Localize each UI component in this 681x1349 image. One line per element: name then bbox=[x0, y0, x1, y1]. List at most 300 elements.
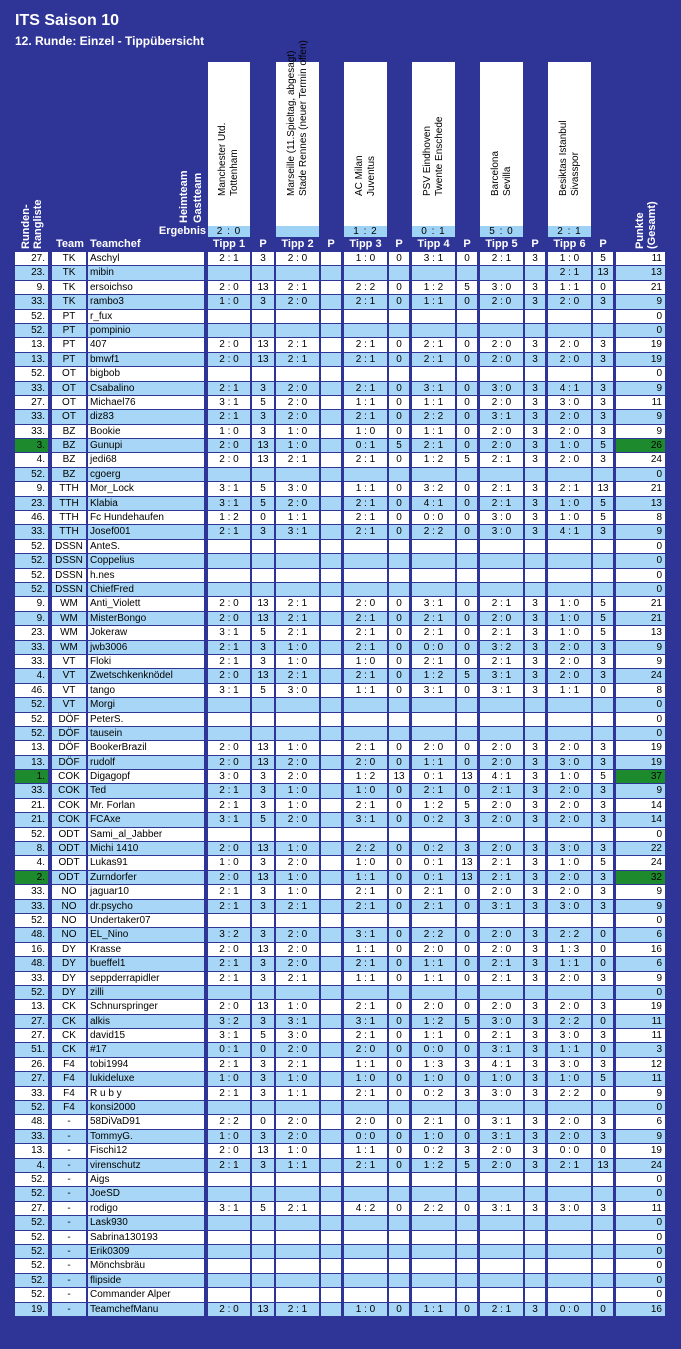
tipp-cell-1: 3 : 1 bbox=[208, 482, 250, 495]
points-cell-4: 0 bbox=[457, 425, 477, 438]
table-row bbox=[0, 353, 681, 367]
points-cell-4 bbox=[457, 1288, 477, 1301]
tipp-cell-5 bbox=[480, 713, 523, 726]
match-home-team: Barcelona bbox=[489, 150, 501, 196]
total-points-cell: 11 bbox=[616, 1029, 665, 1042]
tipp-cell-1: 2 : 0 bbox=[208, 453, 250, 466]
tipp-cell-5: 2 : 0 bbox=[480, 338, 523, 351]
points-cell-3 bbox=[389, 986, 409, 999]
points-cell-2 bbox=[321, 900, 341, 913]
points-cell-2 bbox=[321, 382, 341, 395]
rank-cell: 52. bbox=[15, 1259, 48, 1272]
tipp-cell-4: 1 : 1 bbox=[412, 396, 455, 409]
points-cell-2 bbox=[321, 410, 341, 423]
rank-cell: 9. bbox=[15, 612, 48, 625]
points-cell-3: 0 bbox=[389, 943, 409, 956]
teamchef-cell: tango bbox=[88, 684, 204, 697]
total-points-cell: 0 bbox=[616, 1216, 665, 1229]
points-cell-5: 3 bbox=[525, 741, 545, 754]
rank-cell: 2. bbox=[15, 871, 48, 884]
tipp-cell-5 bbox=[480, 828, 523, 841]
points-cell-6: 3 bbox=[593, 900, 613, 913]
rank-cell: 4. bbox=[15, 856, 48, 869]
teamchef-cell: ersoichso bbox=[88, 281, 204, 294]
points-cell-6: 0 bbox=[593, 928, 613, 941]
tipp-cell-3: 2 : 2 bbox=[344, 842, 387, 855]
table-row bbox=[0, 713, 681, 727]
tipp-cell-1: 2 : 2 bbox=[208, 1115, 250, 1128]
tipp-cell-5: 3 : 1 bbox=[480, 669, 523, 682]
points-cell-4 bbox=[457, 324, 477, 337]
points-cell-2 bbox=[321, 583, 341, 596]
points-cell-1 bbox=[252, 554, 274, 567]
points-cell-4 bbox=[457, 1259, 477, 1272]
gastteam-label: Gastteam bbox=[192, 172, 204, 223]
table-row bbox=[0, 1043, 681, 1057]
tipp-cell-6 bbox=[548, 727, 591, 740]
tipp-cell-2: 1 : 0 bbox=[276, 871, 319, 884]
points-cell-4: 0 bbox=[457, 497, 477, 510]
teamchef-cell: jedi68 bbox=[88, 453, 204, 466]
tipp-cell-6 bbox=[548, 468, 591, 481]
table-row bbox=[0, 1288, 681, 1302]
tipp-cell-2: 1 : 0 bbox=[276, 1072, 319, 1085]
points-cell-3: 0 bbox=[389, 756, 409, 769]
tipp-cell-6 bbox=[548, 540, 591, 553]
total-points-cell: 11 bbox=[616, 1015, 665, 1028]
table-row bbox=[0, 1187, 681, 1201]
rank-cell: 48. bbox=[15, 957, 48, 970]
teamchef-cell: bmwf1 bbox=[88, 353, 204, 366]
total-points-cell: 11 bbox=[616, 1202, 665, 1215]
tipp-cell-3 bbox=[344, 583, 387, 596]
points-cell-6: 5 bbox=[593, 597, 613, 610]
tipp-cell-3 bbox=[344, 540, 387, 553]
tipp-cell-2 bbox=[276, 914, 319, 927]
total-points-cell: 6 bbox=[616, 957, 665, 970]
points-cell-5 bbox=[525, 986, 545, 999]
points-cell-5: 3 bbox=[525, 770, 545, 783]
tipp-cell-6: 1 : 0 bbox=[548, 597, 591, 610]
table-row bbox=[0, 871, 681, 885]
points-cell-1 bbox=[252, 540, 274, 553]
points-cell-4 bbox=[457, 1245, 477, 1258]
team-cell: F4 bbox=[52, 1072, 86, 1085]
tipp-cell-2 bbox=[276, 1288, 319, 1301]
points-cell-1 bbox=[252, 266, 274, 279]
points-cell-1 bbox=[252, 986, 274, 999]
total-points-cell: 11 bbox=[616, 252, 665, 265]
rank-cell: 33. bbox=[15, 900, 48, 913]
rank-cell: 9. bbox=[15, 281, 48, 294]
tipp-cell-6: 3 : 0 bbox=[548, 756, 591, 769]
points-cell-4: 5 bbox=[457, 453, 477, 466]
tipp-cell-3: 3 : 1 bbox=[344, 1015, 387, 1028]
points-cell-4 bbox=[457, 266, 477, 279]
table-row bbox=[0, 943, 681, 957]
points-cell-1: 13 bbox=[252, 1303, 274, 1316]
points-cell-5: 3 bbox=[525, 1029, 545, 1042]
team-cell: - bbox=[52, 1216, 86, 1229]
points-cell-6 bbox=[593, 1101, 613, 1114]
tipp-cell-5 bbox=[480, 1173, 523, 1186]
tipp-cell-6 bbox=[548, 1245, 591, 1258]
tipp-cell-4: 1 : 1 bbox=[412, 1029, 455, 1042]
tipp-cell-5: 2 : 0 bbox=[480, 1144, 523, 1157]
teamchef-cell: Schnurspringer bbox=[88, 1000, 204, 1013]
total-points-cell: 0 bbox=[616, 1288, 665, 1301]
points-cell-2 bbox=[321, 1303, 341, 1316]
tipp-cell-5: 3 : 0 bbox=[480, 281, 523, 294]
points-cell-2 bbox=[321, 540, 341, 553]
points-cell-1: 5 bbox=[252, 626, 274, 639]
tipp-cell-5: 2 : 0 bbox=[480, 842, 523, 855]
team-cell: - bbox=[52, 1173, 86, 1186]
points-cell-5: 3 bbox=[525, 813, 545, 826]
points-cell-6: 13 bbox=[593, 482, 613, 495]
points-cell-2 bbox=[321, 1015, 341, 1028]
table-row bbox=[0, 382, 681, 396]
tipp-cell-2: 2 : 1 bbox=[276, 1058, 319, 1071]
points-cell-5: 3 bbox=[525, 410, 545, 423]
tipp-cell-1 bbox=[208, 1216, 250, 1229]
tipp-cell-3: 3 : 1 bbox=[344, 928, 387, 941]
points-cell-5: 3 bbox=[525, 396, 545, 409]
points-cell-2 bbox=[321, 1130, 341, 1143]
tipp-cell-4: 1 : 2 bbox=[412, 1159, 455, 1172]
tipp-cell-5: 3 : 0 bbox=[480, 1015, 523, 1028]
rank-cell: 52. bbox=[15, 583, 48, 596]
tipp-cell-1: 0 : 1 bbox=[208, 1043, 250, 1056]
points-cell-5 bbox=[525, 698, 545, 711]
points-cell-3 bbox=[389, 713, 409, 726]
tipp-cell-6: 1 : 0 bbox=[548, 497, 591, 510]
points-cell-5 bbox=[525, 1101, 545, 1114]
tipp-cell-2 bbox=[276, 367, 319, 380]
points-cell-1: 3 bbox=[252, 856, 274, 869]
team-cell: - bbox=[52, 1245, 86, 1258]
tipp-cell-4: 0 : 2 bbox=[412, 1087, 455, 1100]
total-points-cell: 0 bbox=[616, 540, 665, 553]
rank-cell: 46. bbox=[15, 684, 48, 697]
tipp-cell-4: 0 : 2 bbox=[412, 813, 455, 826]
heimteam-label: Heimteam bbox=[178, 170, 190, 223]
rank-cell: 33. bbox=[15, 410, 48, 423]
points-cell-4: 13 bbox=[457, 770, 477, 783]
tipp-cell-4: 2 : 1 bbox=[412, 612, 455, 625]
table-row bbox=[0, 1087, 681, 1101]
tipp-cell-4 bbox=[412, 698, 455, 711]
col-header-points-1: P bbox=[259, 238, 267, 250]
points-cell-4: 0 bbox=[457, 943, 477, 956]
points-cell-1 bbox=[252, 1274, 274, 1287]
points-cell-5: 3 bbox=[525, 885, 545, 898]
rank-cell: 46. bbox=[15, 511, 48, 524]
total-points-cell: 21 bbox=[616, 482, 665, 495]
rank-cell: 33. bbox=[15, 972, 48, 985]
points-cell-3: 5 bbox=[389, 439, 409, 452]
teamchef-cell: TeamchefManu bbox=[88, 1303, 204, 1316]
total-points-cell: 19 bbox=[616, 756, 665, 769]
table-row bbox=[0, 295, 681, 309]
rank-cell: 9. bbox=[15, 482, 48, 495]
teamchef-cell: rudolf bbox=[88, 756, 204, 769]
table-row bbox=[0, 497, 681, 511]
points-cell-4: 5 bbox=[457, 799, 477, 812]
points-cell-3: 0 bbox=[389, 900, 409, 913]
tipp-cell-4: 3 : 1 bbox=[412, 382, 455, 395]
tipp-cell-4: 1 : 1 bbox=[412, 1303, 455, 1316]
teamchef-cell: konsi2000 bbox=[88, 1101, 204, 1114]
tipp-cell-3: 2 : 1 bbox=[344, 626, 387, 639]
tipp-cell-4: 1 : 2 bbox=[412, 799, 455, 812]
tipp-cell-3 bbox=[344, 266, 387, 279]
teamchef-cell: lukideluxe bbox=[88, 1072, 204, 1085]
tipp-cell-3: 1 : 1 bbox=[344, 482, 387, 495]
tipp-cell-1: 3 : 1 bbox=[208, 626, 250, 639]
tipp-cell-1 bbox=[208, 1259, 250, 1272]
tipp-cell-2 bbox=[276, 583, 319, 596]
total-points-cell: 6 bbox=[616, 1115, 665, 1128]
rank-cell: 52. bbox=[15, 468, 48, 481]
points-cell-1 bbox=[252, 1173, 274, 1186]
points-cell-2 bbox=[321, 986, 341, 999]
points-cell-2 bbox=[321, 569, 341, 582]
rank-cell: 13. bbox=[15, 741, 48, 754]
table-row bbox=[0, 252, 681, 266]
points-cell-3: 0 bbox=[389, 612, 409, 625]
table-row bbox=[0, 453, 681, 467]
points-cell-5: 3 bbox=[525, 900, 545, 913]
points-cell-2 bbox=[321, 1087, 341, 1100]
tipp-cell-5: 2 : 1 bbox=[480, 957, 523, 970]
points-cell-4: 0 bbox=[457, 511, 477, 524]
rank-cell: 33. bbox=[15, 641, 48, 654]
points-cell-1: 3 bbox=[252, 425, 274, 438]
points-cell-6 bbox=[593, 1259, 613, 1272]
match-home-team: AC Milan bbox=[353, 155, 365, 196]
table-row bbox=[0, 439, 681, 453]
rank-cell: 27. bbox=[15, 1015, 48, 1028]
table-row bbox=[0, 684, 681, 698]
tipp-cell-5: 1 : 0 bbox=[480, 1072, 523, 1085]
teamchef-cell: EL_Nino bbox=[88, 928, 204, 941]
points-cell-6: 13 bbox=[593, 1159, 613, 1172]
points-cell-4: 0 bbox=[457, 410, 477, 423]
teamchef-cell: alkis bbox=[88, 1015, 204, 1028]
points-cell-3: 0 bbox=[389, 396, 409, 409]
total-points-cell: 0 bbox=[616, 914, 665, 927]
total-points-cell: 24 bbox=[616, 1159, 665, 1172]
points-cell-4: 13 bbox=[457, 871, 477, 884]
team-cell: PT bbox=[52, 310, 86, 323]
match-away-team: Stade Rennes (neuer Termin offen) bbox=[297, 40, 309, 196]
match-header-3 bbox=[344, 62, 387, 226]
total-points-cell: 13 bbox=[616, 497, 665, 510]
points-cell-4: 0 bbox=[457, 1202, 477, 1215]
tipp-cell-2: 1 : 0 bbox=[276, 842, 319, 855]
team-cell: TK bbox=[52, 266, 86, 279]
rank-cell: 27. bbox=[15, 396, 48, 409]
points-cell-4: 0 bbox=[457, 1029, 477, 1042]
points-cell-1: 13 bbox=[252, 281, 274, 294]
team-cell: ODT bbox=[52, 842, 86, 855]
tipp-cell-1 bbox=[208, 310, 250, 323]
points-cell-1: 3 bbox=[252, 1015, 274, 1028]
team-cell: WM bbox=[52, 612, 86, 625]
tipp-cell-6: 2 : 2 bbox=[548, 1087, 591, 1100]
points-cell-2 bbox=[321, 497, 341, 510]
tipp-cell-2: 1 : 1 bbox=[276, 1087, 319, 1100]
teamchef-cell: JoeSD bbox=[88, 1187, 204, 1200]
tipp-cell-6: 1 : 0 bbox=[548, 1072, 591, 1085]
teamchef-cell: cgoerg bbox=[88, 468, 204, 481]
tipp-cell-1: 2 : 1 bbox=[208, 1159, 250, 1172]
tipp-cell-1 bbox=[208, 367, 250, 380]
points-cell-3: 0 bbox=[389, 338, 409, 351]
teamchef-cell: bueffel1 bbox=[88, 957, 204, 970]
tipp-cell-5 bbox=[480, 1274, 523, 1287]
points-cell-6 bbox=[593, 727, 613, 740]
match-result-4: 0 : 1 bbox=[412, 226, 455, 237]
total-points-cell: 32 bbox=[616, 871, 665, 884]
tipp-cell-2 bbox=[276, 1231, 319, 1244]
points-cell-2 bbox=[321, 1115, 341, 1128]
tipp-cell-1: 2 : 1 bbox=[208, 1058, 250, 1071]
total-points-cell: 9 bbox=[616, 900, 665, 913]
points-cell-2 bbox=[321, 338, 341, 351]
points-cell-4 bbox=[457, 1101, 477, 1114]
team-cell: DSSN bbox=[52, 569, 86, 582]
points-cell-4: 5 bbox=[457, 1015, 477, 1028]
tipp-cell-2: 1 : 0 bbox=[276, 741, 319, 754]
tipp-cell-1 bbox=[208, 1173, 250, 1186]
tipp-cell-4 bbox=[412, 367, 455, 380]
tipp-cell-6: 3 : 0 bbox=[548, 900, 591, 913]
points-cell-5: 3 bbox=[525, 482, 545, 495]
rank-cell: 52. bbox=[15, 1173, 48, 1186]
total-points-cell: 16 bbox=[616, 1303, 665, 1316]
table-row bbox=[0, 741, 681, 755]
tipp-cell-1 bbox=[208, 1231, 250, 1244]
tipp-cell-4 bbox=[412, 1101, 455, 1114]
tipp-cell-4: 2 : 1 bbox=[412, 784, 455, 797]
team-cell: DSSN bbox=[52, 554, 86, 567]
teamchef-cell: h.nes bbox=[88, 569, 204, 582]
team-cell: WM bbox=[52, 641, 86, 654]
total-points-cell: 19 bbox=[616, 1144, 665, 1157]
tipp-cell-2 bbox=[276, 468, 319, 481]
tipp-cell-5: 2 : 0 bbox=[480, 612, 523, 625]
points-cell-4 bbox=[457, 986, 477, 999]
tipp-cell-4: 2 : 0 bbox=[412, 741, 455, 754]
tipp-cell-3: 2 : 1 bbox=[344, 741, 387, 754]
points-cell-6: 0 bbox=[593, 957, 613, 970]
points-cell-2 bbox=[321, 1159, 341, 1172]
tipp-cell-6 bbox=[548, 1288, 591, 1301]
tipp-cell-6: 1 : 1 bbox=[548, 684, 591, 697]
total-points-cell: 9 bbox=[616, 655, 665, 668]
tipp-cell-1: 2 : 0 bbox=[208, 741, 250, 754]
tipp-cell-6 bbox=[548, 914, 591, 927]
points-cell-5: 3 bbox=[525, 453, 545, 466]
points-cell-6: 0 bbox=[593, 1015, 613, 1028]
tipp-cell-1: 3 : 1 bbox=[208, 684, 250, 697]
teamchef-cell: bigbob bbox=[88, 367, 204, 380]
page-subtitle: 12. Runde: Einzel - Tippübersicht bbox=[15, 34, 205, 48]
tipp-cell-2: 2 : 0 bbox=[276, 957, 319, 970]
points-cell-3 bbox=[389, 1231, 409, 1244]
tipp-cell-1: 2 : 1 bbox=[208, 799, 250, 812]
tipp-cell-4: 2 : 1 bbox=[412, 353, 455, 366]
teamchef-cell: mibin bbox=[88, 266, 204, 279]
tipp-cell-5 bbox=[480, 310, 523, 323]
points-cell-1: 13 bbox=[252, 353, 274, 366]
tipp-cell-3: 2 : 1 bbox=[344, 1159, 387, 1172]
ergebnis-label: Ergebnis bbox=[158, 225, 206, 237]
tipp-cell-3 bbox=[344, 367, 387, 380]
tipp-cell-3: 0 : 0 bbox=[344, 1130, 387, 1143]
tipp-cell-4 bbox=[412, 713, 455, 726]
tipp-cell-5 bbox=[480, 569, 523, 582]
tipp-cell-5 bbox=[480, 583, 523, 596]
tipp-cell-4: 2 : 1 bbox=[412, 626, 455, 639]
tipp-cell-6: 1 : 3 bbox=[548, 943, 591, 956]
points-cell-4: 0 bbox=[457, 756, 477, 769]
points-cell-5: 3 bbox=[525, 842, 545, 855]
tipp-cell-6 bbox=[548, 310, 591, 323]
points-cell-5: 3 bbox=[525, 1015, 545, 1028]
rank-cell: 33. bbox=[15, 295, 48, 308]
tipp-cell-4: 1 : 1 bbox=[412, 425, 455, 438]
tipp-cell-4: 1 : 2 bbox=[412, 1015, 455, 1028]
points-cell-4 bbox=[457, 698, 477, 711]
rank-cell: 52. bbox=[15, 828, 48, 841]
points-cell-6: 5 bbox=[593, 511, 613, 524]
tipp-cell-6: 2 : 2 bbox=[548, 1015, 591, 1028]
points-cell-4: 3 bbox=[457, 842, 477, 855]
rank-cell: 33. bbox=[15, 425, 48, 438]
points-cell-3: 0 bbox=[389, 511, 409, 524]
match-header-2 bbox=[276, 40, 319, 226]
points-cell-3 bbox=[389, 1187, 409, 1200]
points-cell-2 bbox=[321, 957, 341, 970]
points-cell-3: 0 bbox=[389, 813, 409, 826]
rank-cell: 23. bbox=[15, 497, 48, 510]
tipp-cell-5: 3 : 1 bbox=[480, 1130, 523, 1143]
tipp-cell-2: 1 : 0 bbox=[276, 784, 319, 797]
tipp-cell-6: 2 : 0 bbox=[548, 669, 591, 682]
team-cell: DY bbox=[52, 972, 86, 985]
tipp-cell-3: 1 : 0 bbox=[344, 1072, 387, 1085]
points-cell-5 bbox=[525, 828, 545, 841]
tipp-cell-2: 2 : 0 bbox=[276, 396, 319, 409]
points-cell-2 bbox=[321, 626, 341, 639]
tipp-cell-5: 2 : 0 bbox=[480, 1000, 523, 1013]
points-cell-1 bbox=[252, 367, 274, 380]
points-cell-1: 3 bbox=[252, 972, 274, 985]
points-cell-2 bbox=[321, 684, 341, 697]
points-cell-5 bbox=[525, 1187, 545, 1200]
table-row bbox=[0, 1115, 681, 1129]
teamchef-cell: Fischi12 bbox=[88, 1144, 204, 1157]
rank-cell: 52. bbox=[15, 310, 48, 323]
points-cell-3: 0 bbox=[389, 784, 409, 797]
points-cell-6: 3 bbox=[593, 972, 613, 985]
team-cell: NO bbox=[52, 914, 86, 927]
points-cell-6 bbox=[593, 367, 613, 380]
points-cell-6: 3 bbox=[593, 885, 613, 898]
